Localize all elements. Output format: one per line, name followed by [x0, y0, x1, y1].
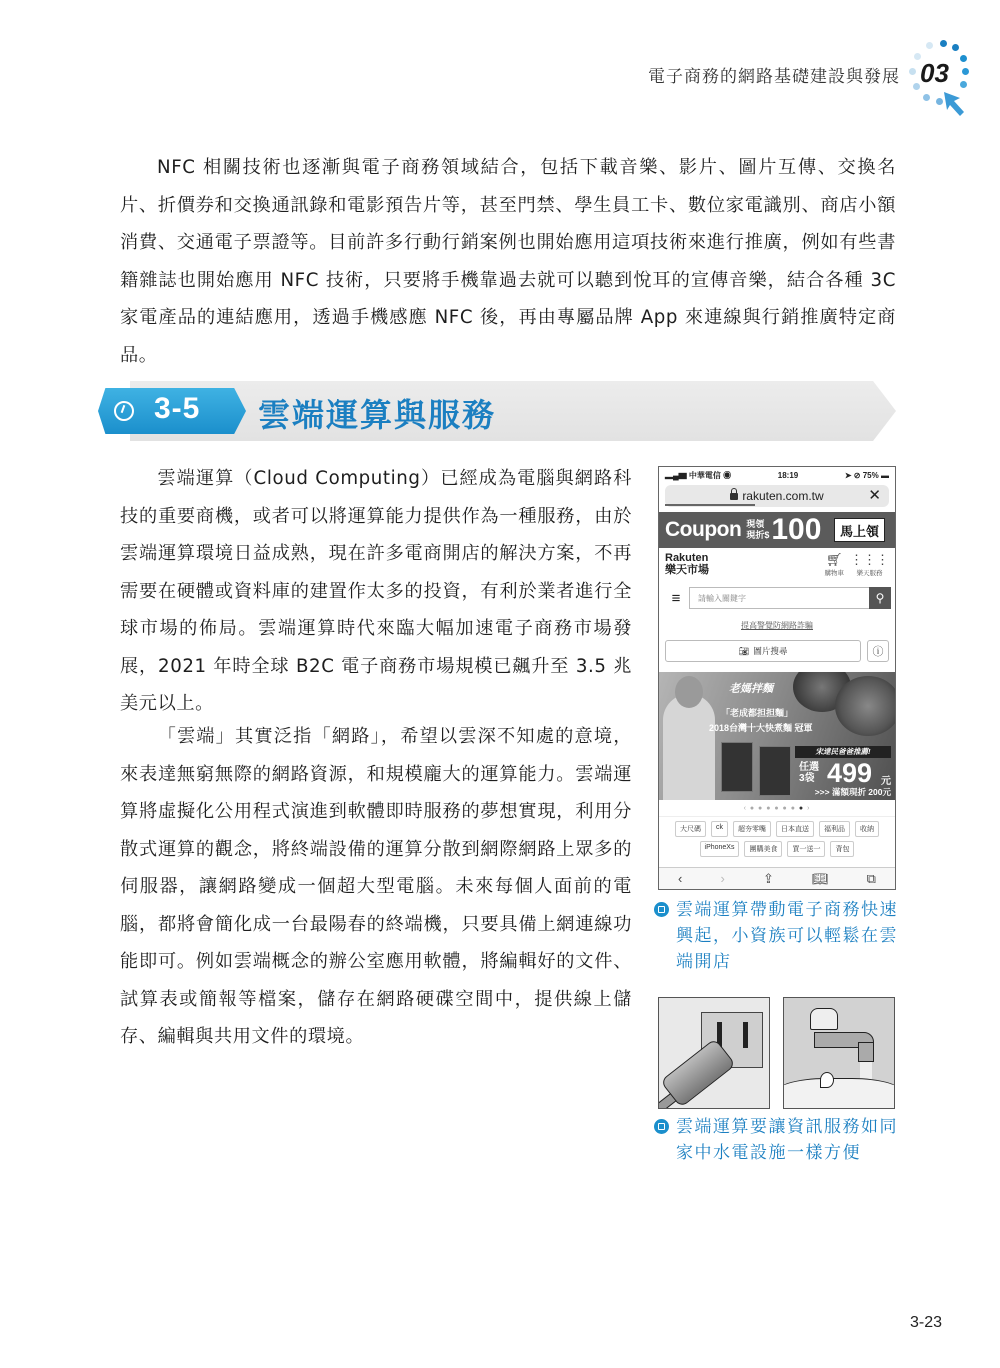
fraud-warning-link[interactable]: 提高警覺防網路詐騙 [741, 621, 813, 630]
keyword-chip[interactable]: 背包 [830, 841, 854, 857]
search-row [659, 586, 895, 610]
water-pool-image [783, 1078, 895, 1109]
dot-icon [913, 83, 920, 90]
clock-icon [114, 401, 134, 421]
dot-icon [940, 40, 947, 47]
back-icon[interactable]: ‹ [678, 871, 683, 886]
dot-icon [909, 68, 916, 75]
rakuten-logo[interactable]: Rakuten 樂天市場 [665, 552, 709, 576]
cart-button[interactable] [825, 552, 845, 586]
status-time: 18:19 [777, 470, 799, 480]
caption-text: 雲端運算要讓資訊服務如同家中水電設施一樣方便 [676, 1117, 898, 1163]
services-label: 樂天服務 [856, 570, 883, 577]
caption-bullet-icon [654, 1119, 669, 1134]
keyword-chip[interactable]: 大尺碼 [675, 821, 706, 837]
keyword-chip[interactable]: 收納 [855, 821, 879, 837]
nfc-paragraph [120, 149, 896, 374]
cart-icon: 🛒︎ [825, 552, 843, 567]
dot-icon [960, 81, 967, 88]
page-number: 3-23 [910, 1314, 943, 1331]
rakuten-phone-screenshot [658, 466, 896, 890]
noodle-bowl-image [835, 676, 895, 736]
nfc-paragraph-text: NFC 相關技術也逐漸與電子商務領域結合，包括下載音樂、影片、圖片互傳、交換名片、折價券和交換通訊錄和電影預告片等，甚至門禁、學生員工卡、數位家電識別、商店小額消費、交通電子票證等。目前許多行動行銷案例也開始應用這項技術來進行推廣，例如有些書籍雜誌也開始應用 NFC 技術，只要將手機靠過去就可以聽到悅耳的宣傳音樂，結合各種 3C 家電產品的連結應用，透過手機感應 NFC 後，再由專屬品牌 App 來連線與行銷推廣特定商品。 [120, 157, 896, 366]
lock-icon [730, 493, 738, 500]
carousel-dots[interactable]: ‹ ● ● ● ● ● ● ● › [743, 805, 811, 812]
ad-brand: 老媽拌麵 [729, 683, 773, 695]
section-number: 3-5 [154, 392, 201, 425]
faucet-illustration [783, 997, 895, 1109]
menu-icon[interactable]: ≡ [671, 589, 681, 607]
share-icon[interactable]: ⇪ [762, 870, 774, 886]
browser-toolbar [659, 867, 895, 889]
coupon-label: 現領 現折$ [746, 519, 770, 540]
battery-label: ➤ ⊘ 75% ▬ [844, 470, 889, 480]
cart-label: 購物車 [824, 570, 844, 577]
keyword-chip[interactable]: iPhoneXs [700, 841, 740, 857]
coupon-word: Coupon [665, 518, 742, 541]
grid-icon: ⋮⋮⋮ [850, 552, 889, 567]
ad-discount: >>> 滿額現折 200元 [814, 787, 891, 797]
keyword-chip[interactable]: ck [711, 821, 728, 837]
close-icon[interactable]: ✕ [868, 487, 881, 504]
camera-icon: 📷︎ [738, 645, 750, 656]
url-text: rakuten.com.tw [742, 489, 824, 503]
caption-text: 雲端運算帶動電子商務快速興起，小資族可以輕鬆在雲端開店 [676, 900, 898, 972]
info-icon: ⓘ [872, 646, 884, 658]
ad-promo: 宋達民爸爸推薦! [795, 746, 891, 758]
bookmarks-icon[interactable]: 📖︎ [811, 870, 829, 886]
ad-line1: 「老成都担担麵」 [721, 708, 794, 718]
image-search-label: 圖片搜尋 [753, 646, 788, 656]
forward-icon[interactable]: › [720, 871, 725, 886]
ad-price: 499 [827, 758, 873, 788]
cursor-arrow-icon [942, 90, 966, 118]
cloud-detail-text: 「雲端」其實泛指「網路」，希望以雲深不知處的意境，來表達無窮無際的網路資源，和規模龐大的運算能力。雲端運算將虛擬化公用程式演進到軟體即時服務的夢想實現，利用分散式運算的觀念，將終端設備的運算分散到網際網路上眾多的伺服器，讓網路變成一個超大型電腦。未來每個人面前的電腦，都將會簡化成一台最陽春的終端機，只要具備上網連線功能即可。例如雲端概念的辦公室應用軟體，將編輯好的文件、試算表或簡報等檔案，儲存在網路硬碟空間中，提供線上儲存、編輯與共用文件的環境。 [120, 726, 632, 1047]
rakuten-header [659, 548, 895, 586]
chapter-badge [906, 38, 972, 118]
ad-line2: 2018台灣十大快煮麵 冠軍 [709, 723, 813, 733]
dot-icon [952, 44, 959, 51]
dot-icon [926, 42, 933, 49]
model-image [663, 694, 715, 800]
dot-icon [962, 68, 969, 75]
image-search-button[interactable] [665, 640, 861, 662]
plug-illustration [658, 997, 770, 1109]
coupon-banner[interactable] [659, 512, 895, 548]
keyword-chip[interactable]: 福利品 [819, 821, 850, 837]
page-load-progress [665, 504, 755, 506]
running-header-title: 電子商務的網路基礎建設與發展 [648, 67, 900, 87]
ad-pick: 任選 3袋 [799, 762, 819, 784]
services-button[interactable] [850, 552, 889, 586]
ad-banner[interactable] [659, 672, 895, 800]
section-title: 雲端運算與服務 [258, 396, 497, 434]
claim-coupon-button[interactable]: 馬上領 [834, 518, 885, 542]
keyword-chip[interactable]: 團購美食 [744, 841, 782, 857]
info-button[interactable] [867, 640, 889, 662]
keyword-chip[interactable]: 買一送一 [787, 841, 825, 857]
dot-icon [923, 94, 930, 101]
coupon-amount: 100 [771, 513, 822, 546]
search-icon: ⚲ [875, 591, 885, 605]
product-package-image [721, 742, 753, 792]
search-input[interactable]: 請輸入關鍵字 [689, 587, 869, 609]
figure-caption-utilities [676, 1114, 898, 1166]
cloud-intro-text: 雲端運算（Cloud Computing）已經成為電腦與網路科技的重要商機，或者可以將運算能力提供作為一種服務，由於雲端運算環境日益成熟，現在許多電商開店的解決方案，不再需要在硬體或資料庫的建置作太多的投資，有利於業者進行全球市場的佈局。雲端運算時代來臨大幅加速電子商務市場發展，2021 年時全球 B2C 電子商務市場規模已飆升至 3.5 兆美元以上。 [120, 468, 632, 714]
cloud-detail-paragraph [120, 718, 632, 1056]
keyword-chips [659, 816, 895, 861]
search-button[interactable] [869, 587, 891, 609]
faucet-knob-image [810, 1008, 838, 1030]
water-drop-image [820, 1072, 834, 1088]
keyword-chip[interactable]: 超夯零嘴 [733, 821, 771, 837]
chapter-number: 03 [920, 58, 949, 88]
tabs-icon[interactable]: ⧉ [866, 870, 876, 886]
caption-bullet-icon [654, 902, 669, 917]
cloud-intro-paragraph [120, 460, 632, 723]
keyword-chip[interactable]: 日本直送 [776, 821, 814, 837]
product-package-image [759, 746, 791, 796]
ad-currency: 元 [881, 776, 891, 787]
status-bar [659, 467, 895, 483]
dot-icon [960, 55, 967, 62]
figure-caption-phone [676, 897, 898, 975]
carrier-label: ▂▄▆ 中華電信 ◉ [665, 470, 732, 480]
